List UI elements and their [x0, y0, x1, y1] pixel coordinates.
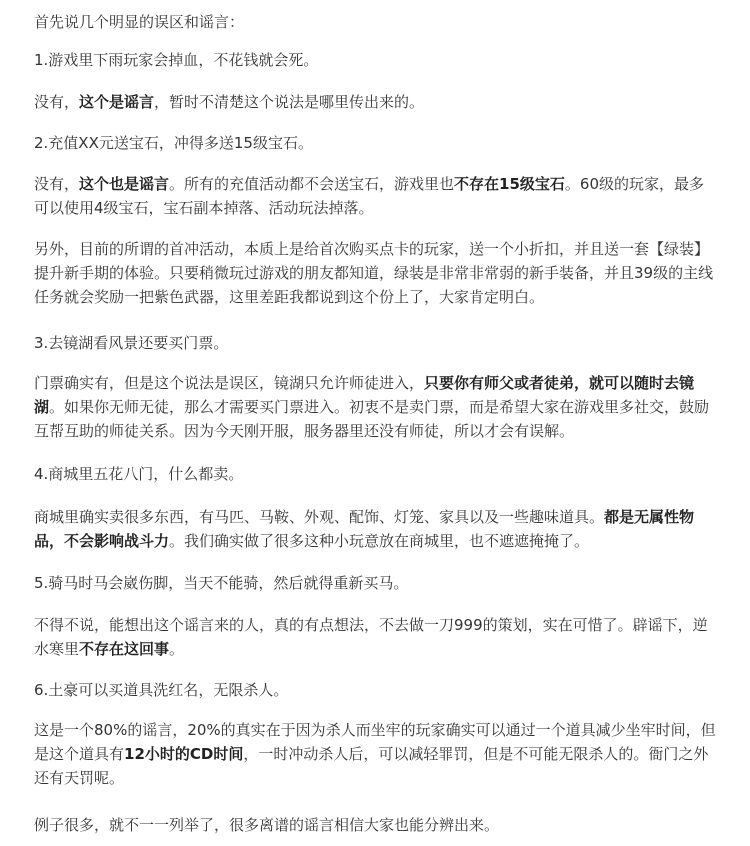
- intro-text: 首先说几个明显的误区和谣言：: [34, 13, 245, 31]
- rumor-4-text: 4.商城里五花八门，什么都卖。: [34, 465, 244, 483]
- rumor-1-answer: [34, 90, 718, 114]
- rumor-2-answer: [34, 172, 718, 220]
- answer-text: 没有，: [34, 93, 80, 111]
- additional-text: 另外，目前的所谓的首冲活动，本质上是给首次购买点卡的玩家，送一个小折扣，并且送一套【绿装】提升新手期的体验。只要稍微玩过游戏的朋友都知道，绿装是非常非常弱的新手装备，并且39级的主线任务就会奖励一把紫色武器，这里差距我都说到这个份上了，大家肯定明白。: [34, 240, 714, 306]
- answer-text: 不得不说，能想出这个谣言来的人，真的有点想法，不去做一刀999的策划，实在可惜了。辟谣下，逆水寒里: [34, 616, 708, 658]
- answer-emphasis: 这个也是谣言: [79, 175, 170, 193]
- rumor-5-heading: [34, 571, 718, 595]
- closing-text: 例子很多，就不一一列举了，很多离谱的谣言相信大家也能分辨出来。: [34, 816, 500, 834]
- answer-emphasis: 都是无属性物品，不会影响战斗力: [34, 508, 695, 550]
- rumor-5-answer: [34, 613, 718, 661]
- answer-emphasis: 只要你有师父或者徒弟，就可以随时去镜湖: [34, 374, 695, 416]
- answer-text: 。所有的充值活动都不会送宝石，游戏里也: [169, 175, 455, 193]
- rumor-2-additional: [34, 237, 718, 309]
- answer-emphasis: 不存在这回事: [79, 640, 170, 658]
- rumor-3-text: 3.去镜湖看风景还要买门票。: [34, 334, 229, 352]
- rumor-3-answer: [34, 371, 718, 443]
- answer-text: ，暂时不清楚这个说法是哪里传出来的。: [154, 93, 425, 111]
- answer-emphasis: 不存在15级宝石: [454, 175, 565, 193]
- rumor-1-heading: [34, 48, 718, 72]
- answer-text: 门票确实有，但是这个说法是误区，镜湖只允许师徒进入，: [34, 374, 425, 392]
- rumor-6-heading: [34, 678, 718, 702]
- answer-emphasis: 这个是谣言: [79, 93, 155, 111]
- rumor-4-answer: [34, 505, 718, 553]
- rumor-4-heading: [34, 462, 718, 486]
- answer-text: 。如果你无师无徒，那么才需要买门票进入。初衷不是卖门票，而是希望大家在游戏里多社交，鼓励互帮互助的师徒关系。因为今天刚开服，服务器里还没有师徒，所以才会有误解。: [34, 398, 710, 440]
- answer-text: 。60级的玩家，最多可以使用4级宝石，宝石副本掉落、活动玩法掉落。: [34, 175, 705, 217]
- rumor-3-heading: [34, 331, 718, 355]
- rumor-2-text: 2.充值XX元送宝石，冲得多送15级宝石。: [34, 134, 313, 152]
- answer-text: 没有，: [34, 175, 80, 193]
- rumor-6-text: 6.土豪可以买道具洗红名，无限杀人。: [34, 681, 289, 699]
- rumor-2-heading: [34, 131, 718, 155]
- rumor-6-answer: [34, 718, 718, 790]
- answer-text: 商城里确实卖很多东西，有马匹、马鞍、外观、配饰、灯笼、家具以及一些趣味道具。: [34, 508, 605, 526]
- answer-text: 。我们确实做了很多这种小玩意放在商城里，也不遮遮掩掩了。: [169, 532, 590, 550]
- answer-text: 。: [169, 640, 185, 658]
- answer-text: ，一时冲动杀人后，可以减轻罪罚，但是不可能无限杀人的。衙门之外还有天罚呢。: [34, 745, 709, 787]
- intro-paragraph: [34, 10, 718, 34]
- closing-paragraph: [34, 813, 718, 837]
- rumor-5-text: 5.骑马时马会崴伤脚，当天不能骑，然后就得重新买马。: [34, 574, 409, 592]
- answer-text: 这是一个80%的谣言，20%的真实在于因为杀人而坐牢的玩家确实可以通过一个道具减少坐牢时间，但是这个道具有: [34, 721, 716, 763]
- rumor-1-text: 1.游戏里下雨玩家会掉血，不花钱就会死。: [34, 51, 319, 69]
- answer-emphasis: 12小时的CD时间: [124, 745, 244, 763]
